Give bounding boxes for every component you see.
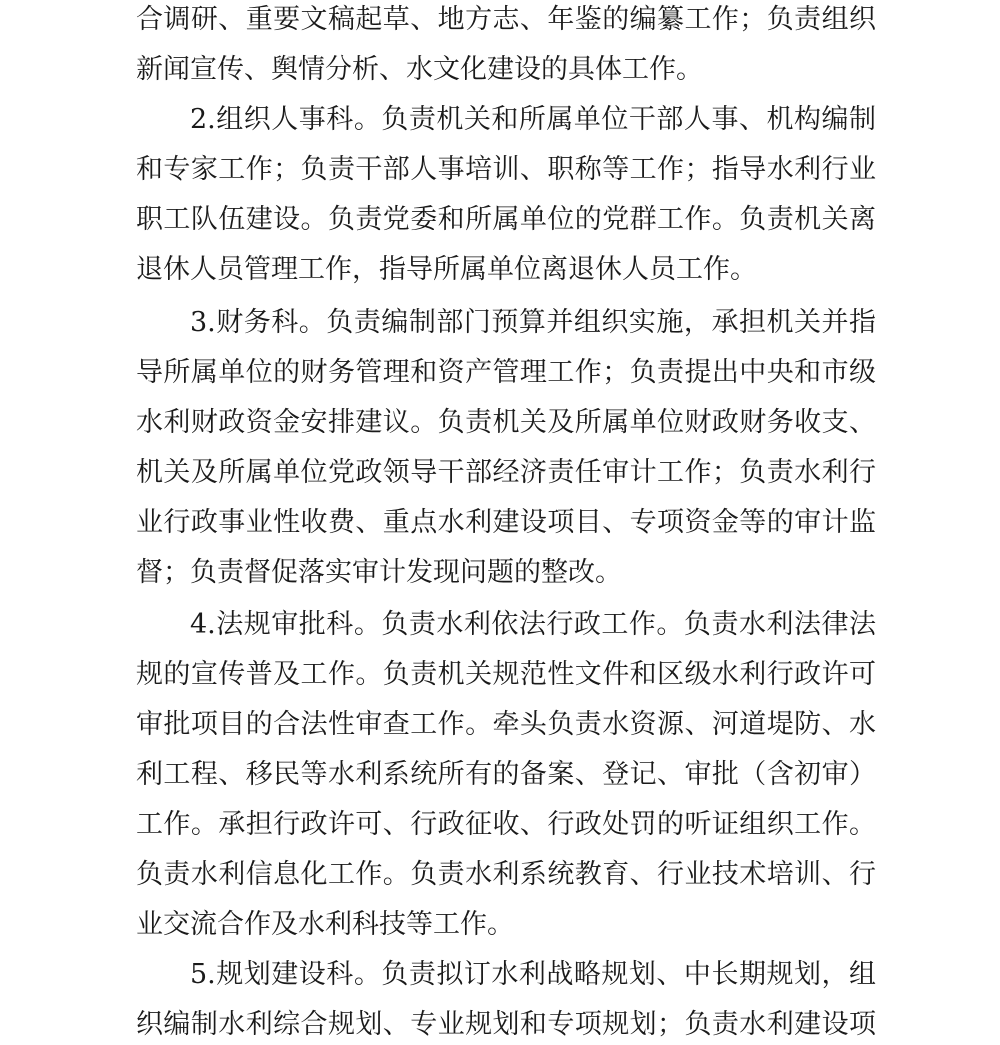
text-line: 合调研、重要文稿起草、地方志、年鉴的编纂工作；负责组织 — [136, 4, 876, 35]
text-line: 退休人员管理工作，指导所属单位离退休人员工作。 — [136, 254, 757, 285]
section-heading-line: 4.法规审批科。负责水利依法行政工作。负责水利法律法 — [190, 609, 876, 640]
text-line: 规的宣传普及工作。负责机关规范性文件和区级水利行政许可 — [136, 659, 876, 690]
text-line: 织编制水利综合规划、专业规划和专项规划；负责水利建设项 — [136, 1009, 876, 1040]
text-line: 负责水利信息化工作。负责水利系统教育、行业技术培训、行 — [136, 859, 876, 890]
text-line: 职工队伍建设。负责党委和所属单位的党群工作。负责机关离 — [136, 204, 876, 235]
text-line: 督；负责督促落实审计发现问题的整改。 — [136, 557, 622, 588]
text-line: 利工程、移民等水利系统所有的备案、登记、审批（含初审） — [136, 759, 876, 790]
text-line: 水利财政资金安排建议。负责机关及所属单位财政财务收支、 — [136, 407, 876, 438]
section-heading-line: 2.组织人事科。负责机关和所属单位干部人事、机构编制 — [190, 104, 876, 135]
text-line: 和专家工作；负责干部人事培训、职称等工作；指导水利行业 — [136, 154, 876, 185]
text-line: 工作。承担行政许可、行政征收、行政处罚的听证组织工作。 — [136, 809, 876, 840]
section-heading-line: 3.财务科。负责编制部门预算并组织实施，承担机关并指 — [190, 307, 876, 338]
text-line: 新闻宣传、舆情分析、水文化建设的具体工作。 — [136, 54, 703, 85]
text-line: 业交流合作及水利科技等工作。 — [136, 909, 514, 940]
text-line: 审批项目的合法性审查工作。牵头负责水资源、河道堤防、水 — [136, 709, 876, 740]
text-line: 导所属单位的财务管理和资产管理工作；负责提出中央和市级 — [136, 357, 876, 388]
text-line: 机关及所属单位党政领导干部经济责任审计工作；负责水利行 — [136, 457, 876, 488]
text-line: 业行政事业性收费、重点水利建设项目、专项资金等的审计监 — [136, 507, 876, 538]
section-heading-line: 5.规划建设科。负责拟订水利战略规划、中长期规划，组 — [190, 959, 876, 990]
